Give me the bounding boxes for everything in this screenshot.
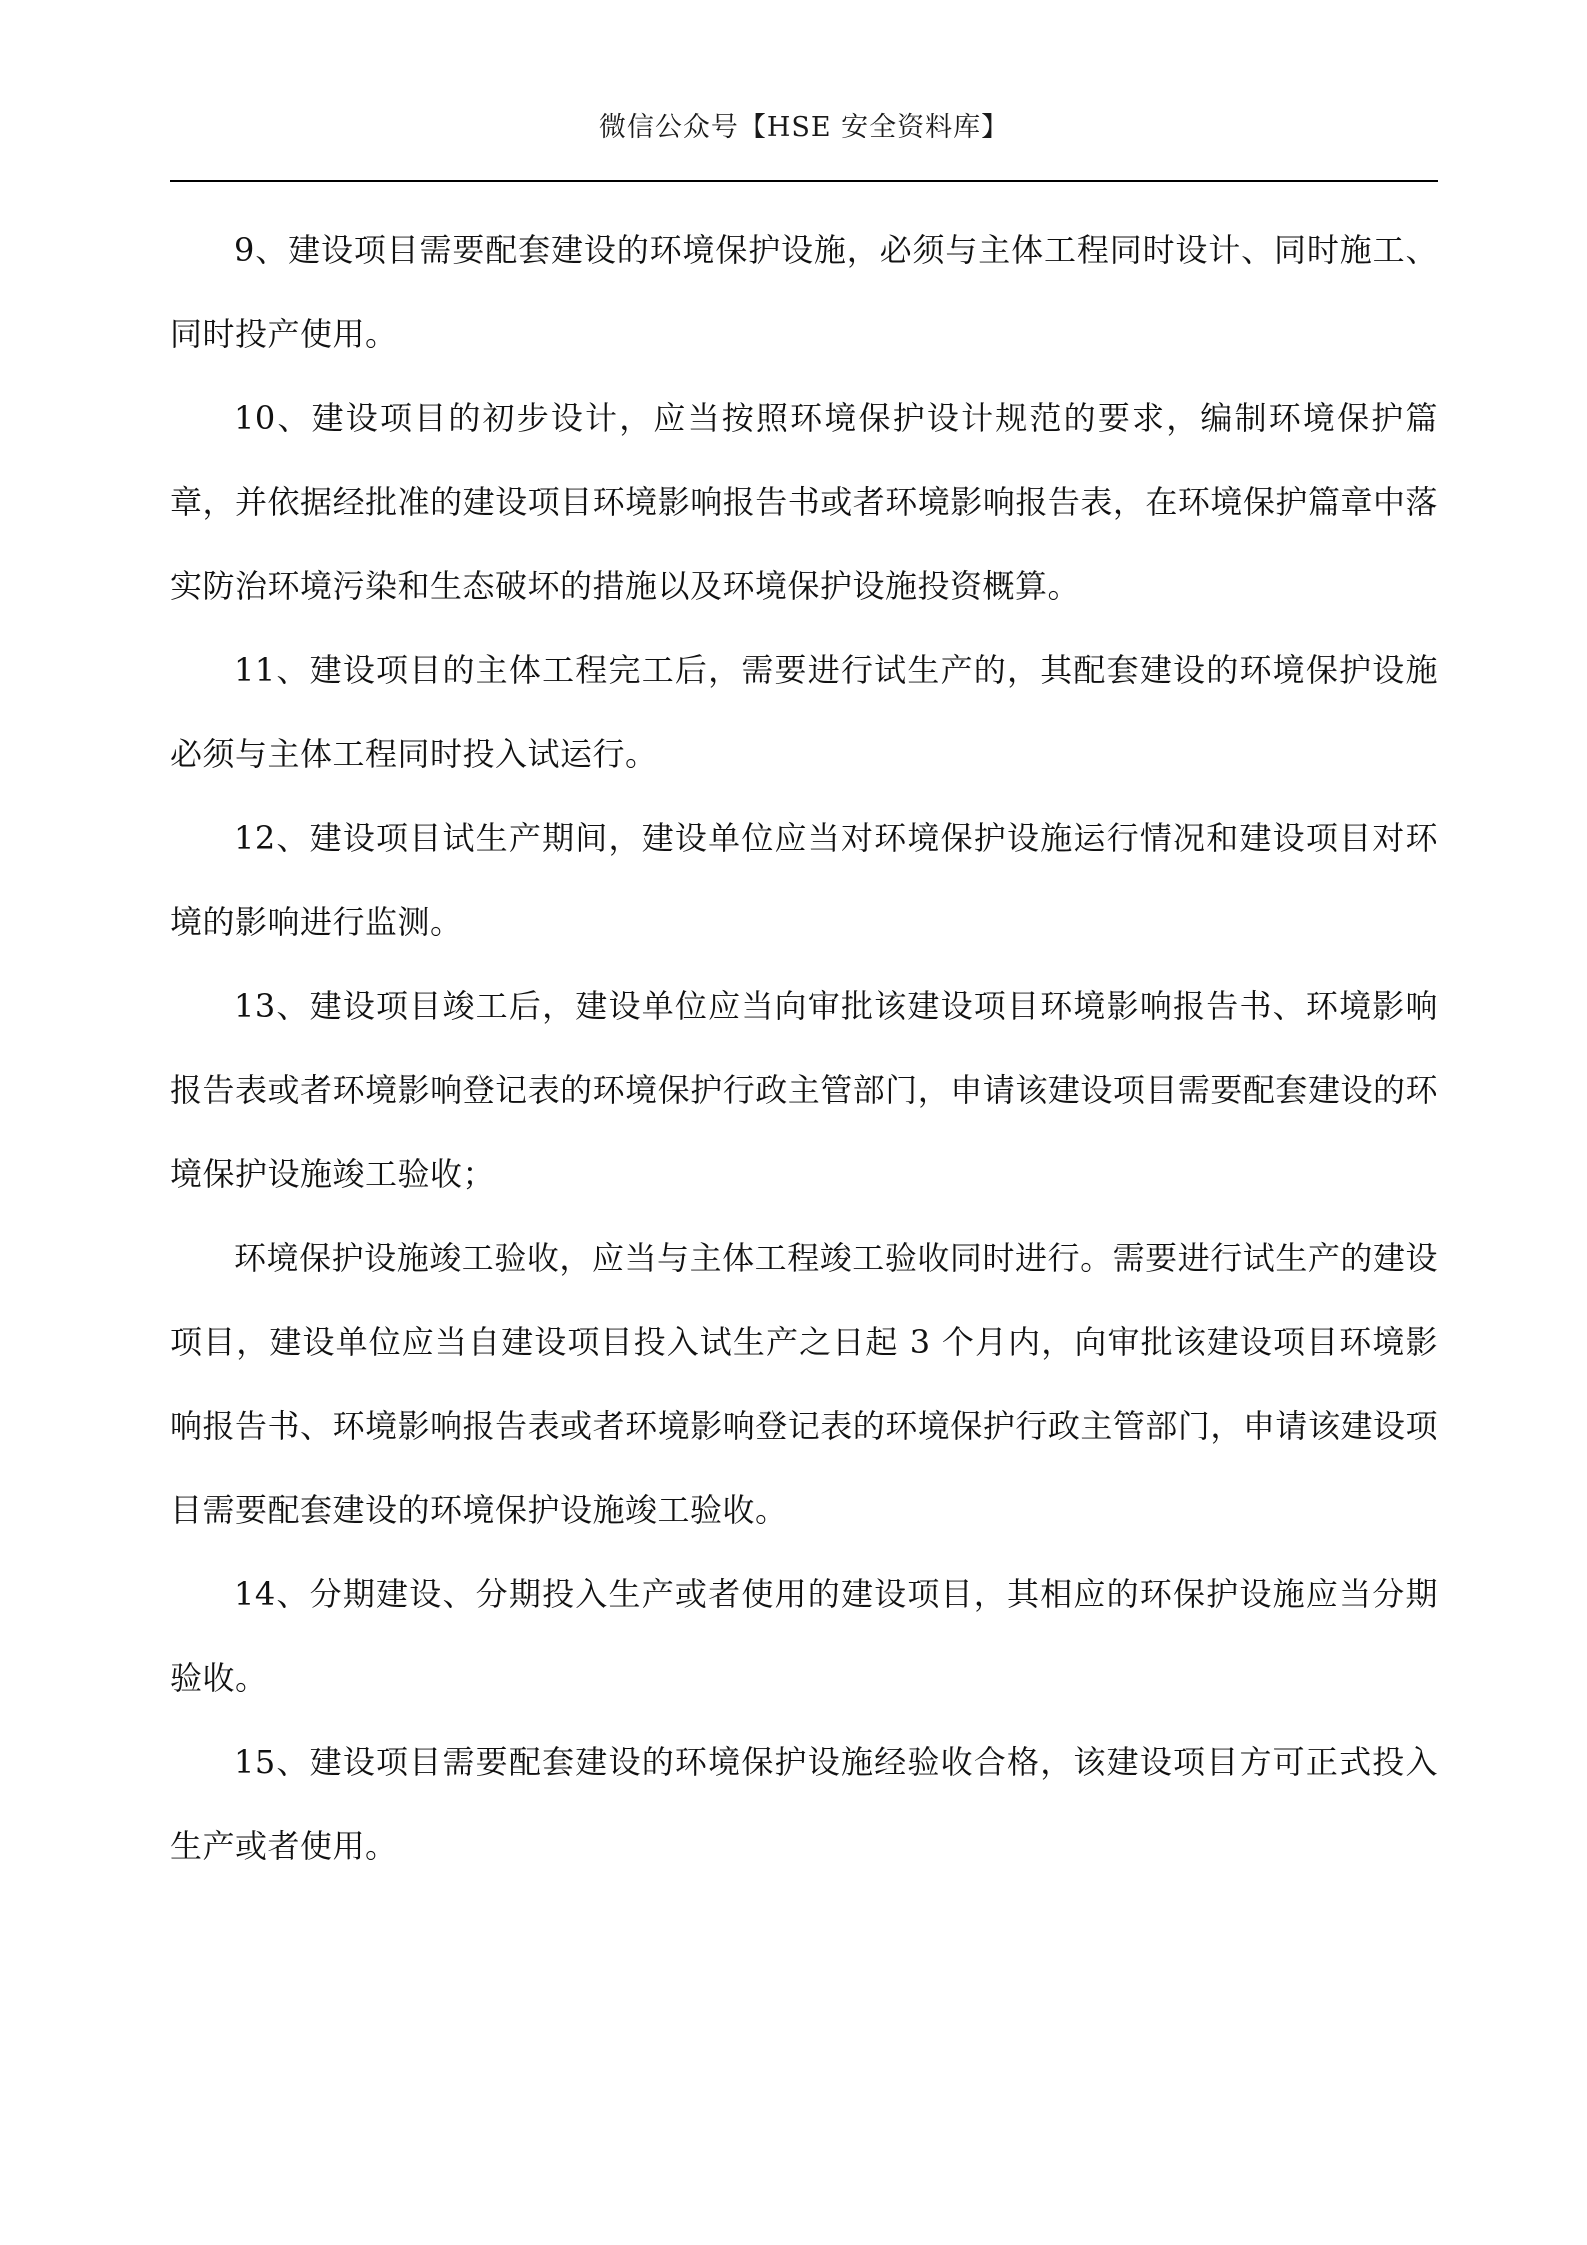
- paragraph-item-9: 9、建设项目需要配套建设的环境保护设施，必须与主体工程同时设计、同时施工、同时投产使用。: [170, 231, 1438, 353]
- paragraph-item-12: 12、建设项目试生产期间，建设单位应当对环境保护设施运行情况和建设项目对环境的影响进行监测。: [170, 819, 1438, 941]
- paragraph-item-14: 14、分期建设、分期投入生产或者使用的建设项目，其相应的环保护设施应当分期验收。: [170, 1575, 1438, 1697]
- header-divider: [170, 180, 1438, 182]
- paragraph-item-11: 11、建设项目的主体工程完工后，需要进行试生产的，其配套建设的环境保护设施必须与主体工程同时投入试运行。: [170, 651, 1438, 773]
- paragraph-item-15: 15、建设项目需要配套建设的环境保护设施经验收合格，该建设项目方可正式投入生产或者使用。: [170, 1743, 1438, 1865]
- paragraph-item-13: 13、建设项目竣工后，建设单位应当向审批该建设项目环境影响报告书、环境影响报告表或者环境影响登记表的环境保护行政主管部门，申请该建设项目需要配套建设的环境保护设施竣工验收；: [170, 987, 1438, 1193]
- document-body: [170, 208, 1438, 1888]
- paragraph-item-13-continued: 环境保护设施竣工验收，应当与主体工程竣工验收同时进行。需要进行试生产的建设项目，建设单位应当自建设项目投入试生产之日起 3 个月内，向审批该建设项目环境影响报告书、环境影响报告表或者环境影响登记表的环境保护行政主管部门，申请该建设项目需要配套建设的环境保护设施竣工验收。: [170, 1239, 1438, 1529]
- page-header: 微信公众号【HSE 安全资料库】: [598, 112, 1010, 143]
- paragraph-item-10: 10、建设项目的初步设计，应当按照环境保护设计规范的要求，编制环境保护篇章，并依据经批准的建设项目环境影响报告书或者环境影响报告表，在环境保护篇章中落实防治环境污染和生态破坏的措施以及环境保护设施投资概算。: [170, 399, 1438, 605]
